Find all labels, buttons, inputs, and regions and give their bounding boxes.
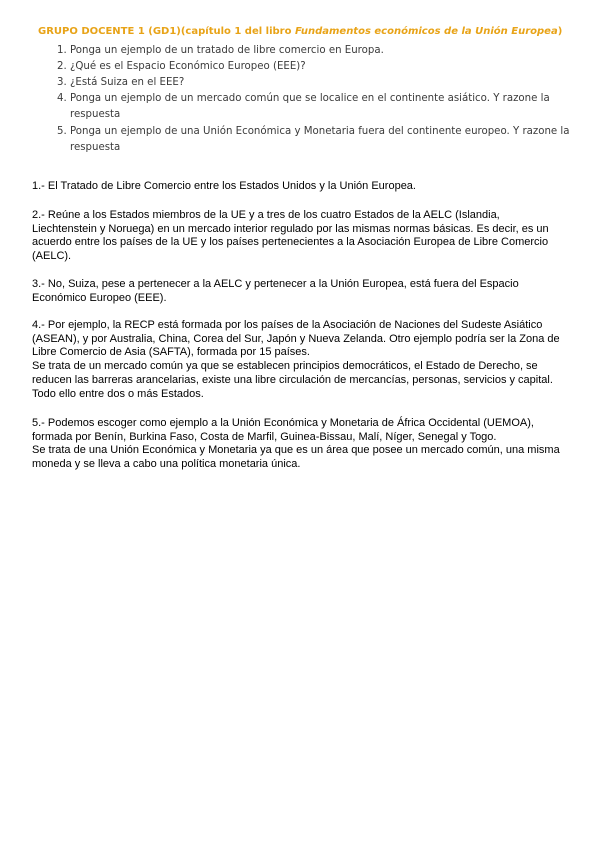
answer-1: 1.- El Tratado de Libre Comercio entre los Estados Unidos y la Unión Europea. [32,180,416,192]
question-item-2: ¿Qué es el Espacio Económico Europeo (EEE)? [70,61,306,72]
assignment-heading [38,26,562,37]
answer-4-paragraph-2: Se trata de un mercado común ya que se establecen principios democráticos, el Estado de Derecho, se reducen las barreras arancelarias, existe una libre circulación de mercancías, personas, servicios y capital. Todo ello entre dos o más Estados. [32,360,553,400]
question-item-4: Ponga un ejemplo de un mercado común que se localice en el continente asiático. Y razone la respuesta [70,93,550,120]
answer-3: 3.- No, Suiza, pese a pertenecer a la AELC y pertenecer a la Unión Europea, está fuera del Espacio Económico Europeo (EEE). [32,278,519,304]
answer-5-paragraph-1: 5.- Podemos escoger como ejemplo a la Unión Económica y Monetaria de África Occidental (UEMOA), formada por Benín, Burkina Faso, Costa de Marfil, Guinea-Bissau, Malí, Níger, Senegal y Togo. [32,417,534,443]
book-title: Fundamentos económicos de la Unión Europea [294,26,558,37]
answer-4 [32,319,567,401]
question-item-5: Ponga un ejemplo de una Unión Económica y Monetaria fuera del continente europeo. Y razone la respuesta [70,126,570,153]
question-item-1: Ponga un ejemplo de un tratado de libre comercio en Europa. [70,45,384,56]
heading-prefix: GRUPO DOCENTE 1 (GD1)(capítulo 1 del libro [38,26,295,37]
heading-suffix: ) [557,26,563,37]
answer-4-paragraph-1: 4.- Por ejemplo, la RECP está formada por los países de la Asociación de Naciones del Sudeste Asiático (ASEAN), y por Australia, China, Corea del Sur, Japón y Nueva Zelanda. Otro ejemplo podría ser la Zona de Libre Comercio de Asia (SAFTA), formada por 15 países. [32,319,560,359]
question-item-3: ¿Está Suiza en el EEE? [70,77,185,88]
answer-5-paragraph-2: Se trata de una Unión Económica y Monetaria ya que es un área que posee un mercado común, una misma moneda y se lleva a cabo una política monetaria única. [32,444,560,471]
answer-2: 2.- Reúne a los Estados miembros de la UE y a tres de los cuatro Estados de la AELC (Islandia, Liechtenstein y Noruega) en un mercado interior regulado por las mismas normas básicas. Es decir, es un acuerdo entre los países de la UE y los países pertenecientes a la Asociación Europea de Libre Comercio (AELC). [32,209,549,263]
answer-5 [32,417,567,472]
question-list [40,43,590,156]
